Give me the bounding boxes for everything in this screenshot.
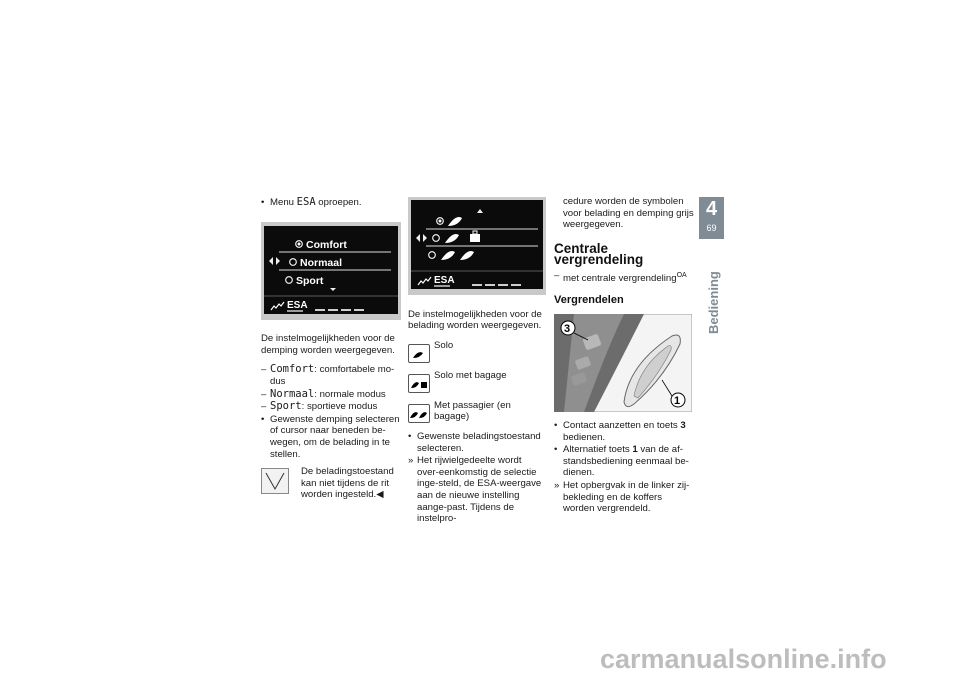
photo-label-3: 3 [564, 323, 571, 336]
column-3 [554, 196, 694, 516]
option-comfort: – Comfort: comfortabele mo-dus [261, 364, 401, 387]
page-number: 69 [706, 223, 717, 233]
option-normaal: – Normaal: normale modus [261, 389, 401, 401]
step-contact: • Contact aanzetten en toets 3 bedienen. [554, 420, 694, 443]
option-normaal-label: Normaal [300, 256, 343, 269]
esa-damping-display [261, 222, 401, 320]
load-caption: De instelmogelijkheden voor de belading worden weergegeven. [408, 308, 542, 332]
end-marker-icon: ◀ [376, 489, 384, 501]
menu-code: ESA [296, 196, 316, 208]
chapter-number: 4 [705, 198, 718, 220]
option-comfort-label: Comfort [306, 238, 347, 251]
solo-bagage-icon [408, 374, 430, 393]
load-solo-bagage: Solo met bagage [408, 370, 546, 392]
step-remote: • Alternatief toets 1 van de af-standsbediening eenmaal be-dienen. [554, 444, 694, 479]
column-1 [261, 197, 401, 501]
chapter-tab [699, 197, 724, 239]
load-passagier: Met passagier (en bagage) [408, 400, 546, 423]
esa-label: ESA [287, 299, 308, 311]
note-block: De beladingstoestand kan niet tijdens de rit worden ingesteld.◀ [261, 466, 401, 501]
column-2 [408, 197, 546, 526]
photo-label-1: 1 [674, 395, 681, 408]
load-result: » Het rijwielgedeelte wordt over-eenkomstig de selectie inge-steld, de ESA-weergave aan de nieuwe instelling aange-past. Tijdens de instelpro- [408, 455, 546, 525]
esa-load-display [408, 197, 546, 295]
subsection-heading: Vergrendelen [554, 293, 624, 306]
load-solo: Solo [408, 340, 546, 362]
passenger-icon [408, 404, 430, 423]
equipment-option: – met centrale vergrendeling$^{OA}$ [554, 270, 694, 285]
key-and-switch-photo [554, 314, 692, 412]
chapter-side-label: Bediening [706, 271, 721, 334]
option-sport: – Sport: sportieve modus [261, 401, 401, 413]
esa-label-2: ESA [434, 275, 455, 286]
continued-text: cedure worden de symbolen voor belading en demping grijs weergegeven. [563, 196, 694, 231]
watermark: carmanualsonline.info [600, 644, 887, 674]
menu-instruction: • Menu ESA oproepen. [261, 197, 401, 209]
solo-rider-icon [408, 344, 430, 363]
option-sport-label: Sport [296, 274, 324, 287]
section-heading: Centrale vergrendeling [554, 240, 644, 268]
select-load-bullet: • Gewenste beladingstoestand selecteren. [408, 431, 546, 454]
note-triangle-icon [261, 468, 289, 494]
select-damping-bullet: • Gewenste demping selecteren of cursor naar beneden be-wegen, om de belading in te stellen. [261, 414, 401, 460]
damping-caption: De instelmogelijkheden voor de demping worden weergegeven. [261, 333, 395, 356]
step-result: » Het opbergvak in de linker zij-bekleding en de koffers worden vergrendeld. [554, 480, 694, 515]
